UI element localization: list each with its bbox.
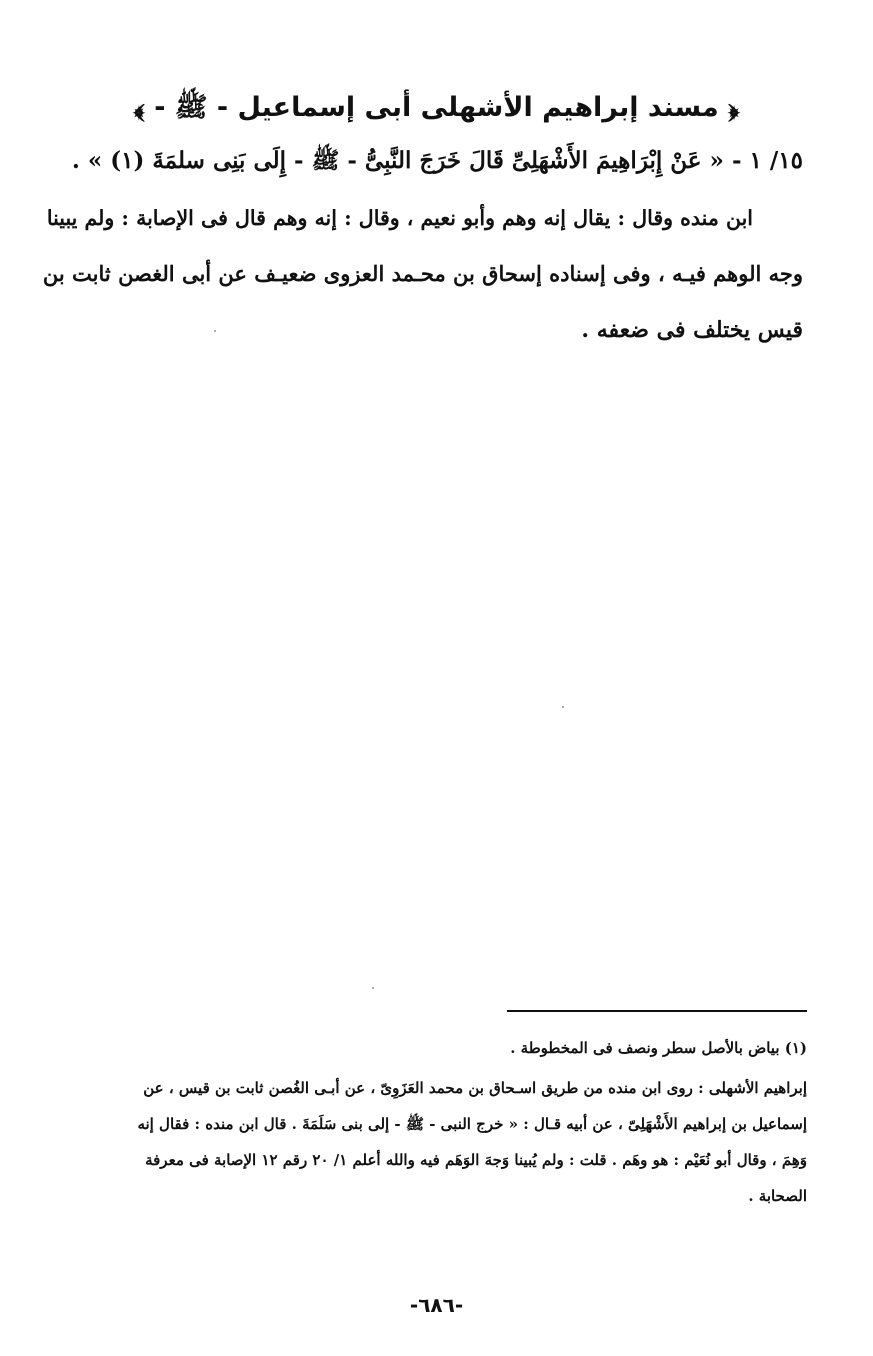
hadith-text: « عَنْ إِبْرَاهِيمَ الأَشْهَلِىِّ قَالَ خَرَجَ النَّبِىُّ - ﷺ - إِلَى بَنِى سلمَةَ (١) » . <box>71 147 724 174</box>
section-heading: ﴿ مسند إبراهيم الأشهلى أبى إسماعيل - ﷺ - ﴾ <box>133 92 740 123</box>
commentary-line: وجه الوهم فيـه ، وفى إسناده إسحاق بن محـمد العزوى ضعيـف عن أبى الغصن ثابت بن <box>42 261 803 286</box>
footnotes <box>17 1030 807 1214</box>
footnote-line: (١) بياض بالأصل سطر ونصف فى المخطوطة . <box>510 1039 807 1057</box>
main-text <box>33 140 803 358</box>
hadith-number: ١٥/ ١ - <box>731 147 803 174</box>
page-number: -٦٨٦- <box>409 1293 464 1317</box>
footnote-line: وَهِمَ ، وقال أبو نُعَيْم : هو وهَم . قلت : ولم يُبينا وَجهَ الوَهَم فيه والله أعلم ١/ ٢٠ رقم ١٢ الإصابة فى معرفة <box>145 1151 807 1169</box>
commentary-line: قيس يختلف فى ضعفه . <box>581 317 803 343</box>
scan-speck <box>372 987 374 989</box>
scan-speck <box>214 330 216 332</box>
scan-speck <box>562 706 564 708</box>
footnote-line: إبراهيم الأشهلى : روى ابن منده من طريق اسـحاق بن محمد العَزَوِىّ ، عن أبـى الغُصن ثابت بن قيس ، عن <box>143 1079 807 1097</box>
footnote-divider <box>507 1010 807 1012</box>
commentary-line: ابن منده وقال : يقال إنه وهم وأبو نعيم ، وقال : إنه وهم قال فى الإصابة : ولم يبينا <box>46 206 753 230</box>
footnote-line: الصحابة . <box>748 1187 807 1205</box>
hadith-line <box>33 140 803 182</box>
footnote-line: إسماعيل بن إبراهيم الأَشْهَلِىّ ، عن أبيه قـال : « خرج النبى - ﷺ - إلى بنى سَلَمَةَ . قال ابن منده : فقال إنه <box>137 1115 807 1133</box>
